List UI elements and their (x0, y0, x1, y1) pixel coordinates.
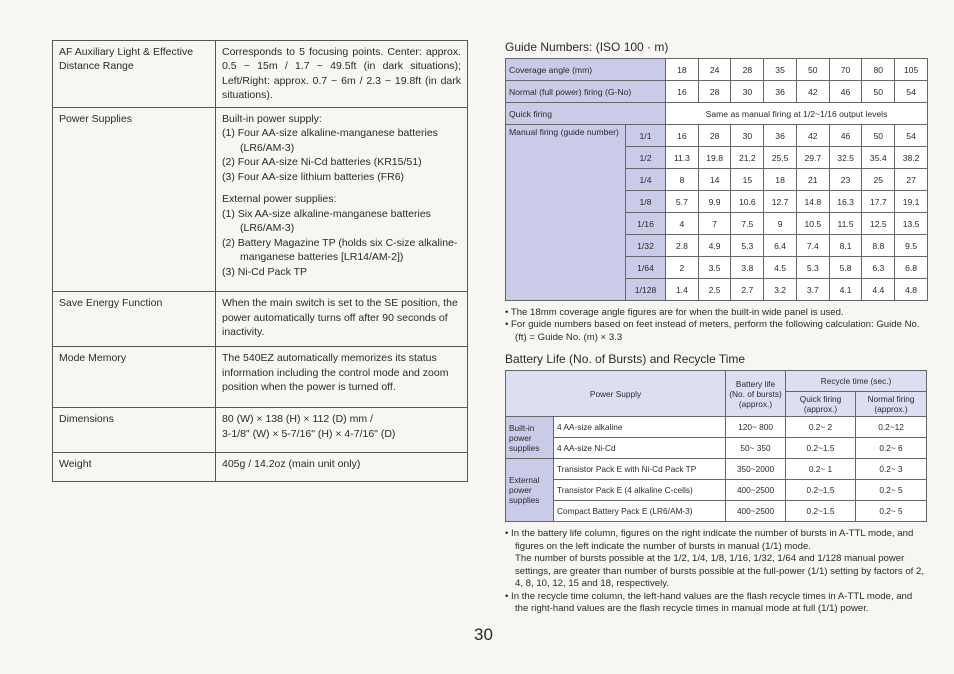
table-cell: 23 (829, 169, 862, 191)
table-cell: 35 (764, 59, 797, 81)
table-cell: 30 (731, 81, 764, 103)
table-cell: 3.5 (698, 257, 731, 279)
spec-label: Mode Memory (53, 347, 216, 408)
battery-table (505, 370, 927, 522)
table-cell: 5.3 (796, 257, 829, 279)
table-row (506, 438, 927, 459)
table-cell: 0.2~12 (856, 417, 927, 438)
table-row (506, 103, 928, 125)
spec-label: Dimensions (53, 408, 216, 453)
list-item: (2) Battery Magazine TP (holds six C-size alkaline-manganese batteries [LR14/AM-2]) (222, 236, 458, 264)
table-cell: 36 (764, 125, 797, 147)
table-cell: 4.1 (829, 279, 862, 301)
spec-value: Corresponds to 5 focusing points. Center: approx. 0.5 ~ 15m / 1.7 ~ 49.5ft (in dark situations); Left/Right: approx. 0.7 ~ 6m / 2.3 ~ 19.8ft (in dark situations). (216, 41, 468, 108)
right-column (505, 40, 930, 616)
table-cell: 6.3 (862, 257, 895, 279)
table-cell: 21.2 (731, 147, 764, 169)
table-cell: 38.2 (895, 147, 928, 169)
output-level: 1/64 (626, 257, 666, 279)
table-cell: 1.4 (666, 279, 699, 301)
spec-label: Save Energy Function (53, 292, 216, 347)
table-cell: 54 (895, 125, 928, 147)
external-list (222, 207, 461, 279)
output-level: 1/4 (626, 169, 666, 191)
table-cell: 3.7 (796, 279, 829, 301)
table-cell: 4 (666, 213, 699, 235)
table-cell: 14.8 (796, 191, 829, 213)
table-cell: 32.5 (829, 147, 862, 169)
table-cell: 13.5 (895, 213, 928, 235)
table-cell: 25 (862, 169, 895, 191)
table-cell: 4.8 (895, 279, 928, 301)
table-cell: 42 (796, 81, 829, 103)
note: • In the recycle time column, the left-hand values are the flash recycle times in A-TTL mode, and the right-hand values are the flash recycle times in manual mode at full (1/1) power. (505, 590, 913, 615)
output-level: 1/128 (626, 279, 666, 301)
table-cell: 35.4 (862, 147, 895, 169)
table-cell: 42 (796, 125, 829, 147)
note: • The 18mm coverage angle figures are for when the built-in wide panel is used. (505, 307, 844, 318)
coverage-label: Coverage angle (mm) (506, 59, 666, 81)
table-cell: 0.2~1.5 (786, 480, 856, 501)
table-cell: 4.9 (698, 235, 731, 257)
table-row (506, 480, 927, 501)
spec-label: Power Supplies (53, 107, 216, 291)
table-cell: 12.5 (862, 213, 895, 235)
table-row (506, 371, 927, 392)
table-cell: 17.7 (862, 191, 895, 213)
group-label: Built-in power supplies (506, 417, 554, 459)
table-cell: 9 (764, 213, 797, 235)
table-cell: 0.2~ 6 (856, 438, 927, 459)
table-row (506, 501, 927, 522)
table-cell: 0.2~ 5 (856, 501, 927, 522)
list-item: (3) Four AA-size lithium batteries (FR6) (222, 170, 405, 183)
table-row (506, 125, 928, 147)
page-number: 30 (474, 625, 493, 644)
table-cell: 9.5 (895, 235, 928, 257)
table-cell: 12.7 (764, 191, 797, 213)
table-cell: 15 (731, 169, 764, 191)
table-cell: 14 (698, 169, 731, 191)
table-cell: 5.8 (829, 257, 862, 279)
table-cell: 11.5 (829, 213, 862, 235)
table-cell: 10.6 (731, 191, 764, 213)
dimensions-line: 3-1/8" (W) × 5-7/16" (H) × 4-7/16" (D) (222, 427, 396, 440)
table-cell: 4.5 (764, 257, 797, 279)
table-cell: Transistor Pack E (4 alkaline C-cells) (554, 480, 726, 501)
dimensions-line: 80 (W) × 138 (H) × 112 (D) mm / (222, 413, 373, 426)
header-normal: Normal firing (approx.) (856, 392, 927, 417)
normal-label: Normal (full power) firing (G-No) (506, 81, 666, 103)
list-item: (1) Four AA-size alkaline-manganese batteries (LR6/AM-3) (222, 127, 438, 154)
table-cell: 4.4 (862, 279, 895, 301)
table-cell: 0.2~1.5 (786, 501, 856, 522)
table-cell: 350~2000 (726, 459, 786, 480)
spec-value: The 540EZ automatically memorizes its status information including the control mode and zoom position when the power is turned off. (216, 347, 468, 408)
table-cell: 28 (698, 81, 731, 103)
spec-value (216, 107, 468, 291)
table-cell: 4 AA-size alkaline (554, 417, 726, 438)
guide-notes (505, 307, 930, 344)
table-cell: 24 (698, 59, 731, 81)
battery-title: Battery Life (No. of Bursts) and Recycle Time (505, 352, 746, 367)
table-cell: 46 (829, 125, 862, 147)
table-cell: 2.7 (731, 279, 764, 301)
note: • In the battery life column, figures on the right indicate the number of bursts in A-TTL mode, and figures on the left indicate the number of bursts in manual (1/1) mode. (505, 528, 914, 552)
table-cell: 28 (698, 125, 731, 147)
table-cell: 80 (862, 59, 895, 81)
manual-label: Manual firing (guide number) (506, 125, 626, 301)
spec-row-dimensions (53, 408, 468, 453)
spec-row-mode-memory (53, 347, 468, 408)
table-row (506, 59, 928, 81)
spec-value: When the main switch is set to the SE position, the power automatically turns off after 90 seconds of inactivity. (216, 292, 468, 347)
header-recycle: Recycle time (sec.) (786, 371, 927, 392)
battery-notes (505, 528, 926, 615)
table-cell: 18 (764, 169, 797, 191)
table-cell: 105 (895, 59, 928, 81)
table-cell: 0.2~ 1 (786, 459, 856, 480)
spec-label: Weight (53, 453, 216, 482)
table-cell: 0.2~ 2 (786, 417, 856, 438)
builtin-list (222, 126, 461, 184)
table-cell: 2 (666, 257, 699, 279)
guide-number-table (505, 58, 928, 301)
output-level: 1/32 (626, 235, 666, 257)
table-cell: 16 (666, 81, 699, 103)
table-cell: 50 (796, 59, 829, 81)
builtin-heading: Built-in power supply: (222, 112, 322, 125)
note: The number of bursts possible at the 1/2, 1/4, 1/8, 1/16, 1/32, 1/64 and 1/128 manual power settings, are greater than number of bursts possible at the full-power (1/1) setting by factors of 2, 4, 8, 10, 12, 15 and 18, respectively. (515, 553, 925, 590)
table-cell: 8.8 (862, 235, 895, 257)
table-cell: 4 AA-size Ni-Cd (554, 438, 726, 459)
spec-row-save-energy (53, 292, 468, 347)
header-power: Power Supply (506, 371, 726, 417)
table-cell: 11.3 (666, 147, 699, 169)
table-row (506, 417, 927, 438)
guide-title: Guide Numbers: (ISO 100 · m) (505, 40, 669, 54)
spec-row-af-light (53, 41, 468, 108)
table-cell: 25.5 (764, 147, 797, 169)
table-cell: 6.8 (895, 257, 928, 279)
table-cell: 16.3 (829, 191, 862, 213)
group-label: External power supplies (506, 459, 554, 522)
spec-row-power (53, 107, 468, 291)
table-cell: 6.4 (764, 235, 797, 257)
table-cell: 70 (829, 59, 862, 81)
table-cell: 18 (666, 59, 699, 81)
table-cell: 16 (666, 125, 699, 147)
external-heading: External power supplies: (222, 193, 337, 206)
table-cell: 7 (698, 213, 731, 235)
output-level: 1/16 (626, 213, 666, 235)
table-cell: 5.7 (666, 191, 699, 213)
table-cell: 50 (862, 81, 895, 103)
table-cell: 28 (731, 59, 764, 81)
list-item: (3) Ni-Cd Pack TP (222, 265, 307, 278)
table-cell: 19.1 (895, 191, 928, 213)
table-cell: 50 (862, 125, 895, 147)
table-cell: 400~2500 (726, 501, 786, 522)
spec-row-weight (53, 453, 468, 482)
table-cell: 46 (829, 81, 862, 103)
manual-rows (506, 125, 928, 301)
table-cell: 8.1 (829, 235, 862, 257)
table-cell: 5.3 (731, 235, 764, 257)
table-cell: 29.7 (796, 147, 829, 169)
table-cell: 0.2~ 5 (856, 480, 927, 501)
quick-value: Same as manual firing at 1/2~1/16 output levels (666, 103, 928, 125)
table-cell: Transistor Pack E with Ni-Cd Pack TP (554, 459, 726, 480)
table-cell: 3.8 (731, 257, 764, 279)
table-cell: 21 (796, 169, 829, 191)
table-cell: 9.9 (698, 191, 731, 213)
output-level: 1/1 (626, 125, 666, 147)
table-cell: 0.2~1.5 (786, 438, 856, 459)
header-life: Battery life (No. of bursts) (approx.) (726, 371, 786, 417)
table-cell: 36 (764, 81, 797, 103)
table-row (506, 459, 927, 480)
table-cell: 30 (731, 125, 764, 147)
output-level: 1/2 (626, 147, 666, 169)
table-cell: 3.2 (764, 279, 797, 301)
table-cell: 8 (666, 169, 699, 191)
table-cell: 50~ 350 (726, 438, 786, 459)
table-cell: 0.2~ 3 (856, 459, 927, 480)
spec-value (216, 408, 468, 453)
table-cell: 400~2500 (726, 480, 786, 501)
header-quick: Quick firing (approx.) (786, 392, 856, 417)
list-item: (2) Four AA-size Ni-Cd batteries (KR15/51) (222, 156, 422, 169)
table-cell: 27 (895, 169, 928, 191)
table-cell: 120~ 800 (726, 417, 786, 438)
table-cell: 10.5 (796, 213, 829, 235)
table-row (506, 81, 928, 103)
spec-label: AF Auxiliary Light & Effective Distance Range (53, 41, 216, 108)
table-cell: 19.8 (698, 147, 731, 169)
quick-label: Quick firing (506, 103, 666, 125)
table-cell: Compact Battery Pack E (LR6/AM-3) (554, 501, 726, 522)
table-cell: 2.5 (698, 279, 731, 301)
spec-table (52, 40, 468, 482)
table-cell: 2.8 (666, 235, 699, 257)
list-item: (1) Six AA-size alkaline-manganese batteries (LR6/AM-3) (222, 207, 431, 235)
table-cell: 7.4 (796, 235, 829, 257)
table-cell: 7.5 (731, 213, 764, 235)
output-level: 1/8 (626, 191, 666, 213)
note: • For guide numbers based on feet instead of meters, perform the following calculation: Guide No. (ft) = Guide No. (m) × 3.3 (505, 319, 920, 343)
spec-value: 405g / 14.2oz (main unit only) (216, 453, 468, 482)
table-cell: 54 (895, 81, 928, 103)
